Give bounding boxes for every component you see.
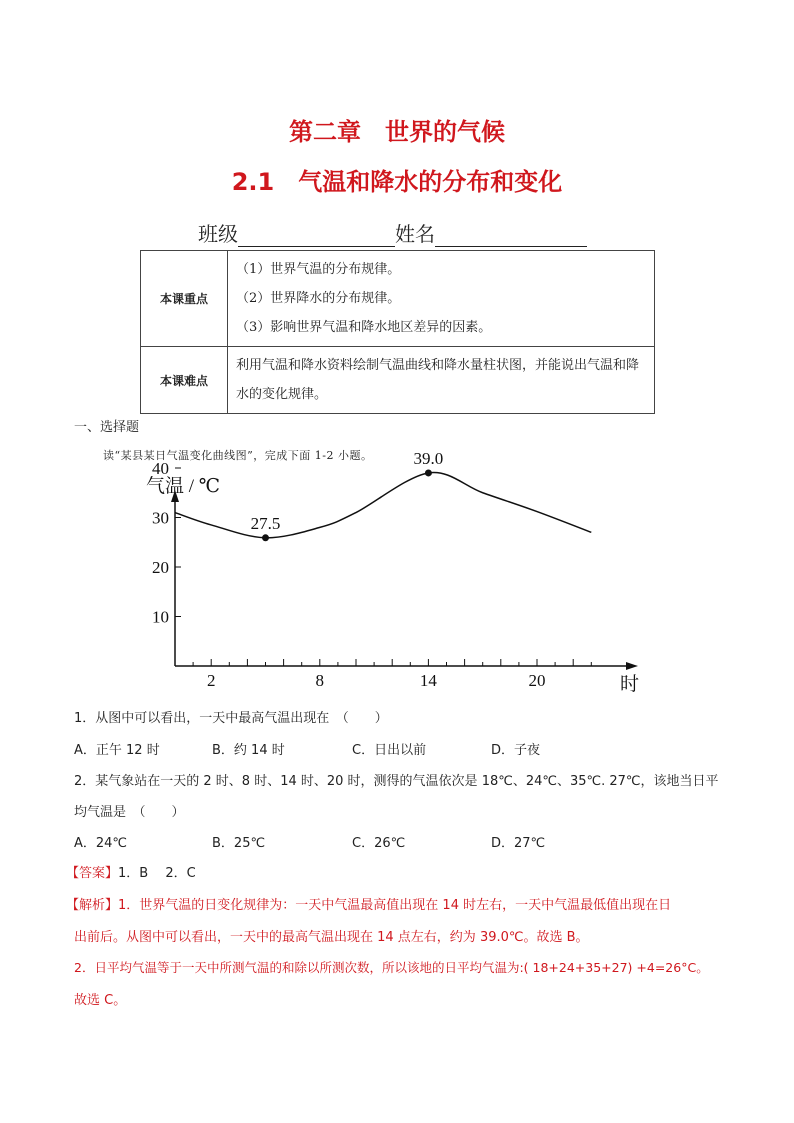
- analysis-tag: 【解析】: [66, 898, 119, 913]
- intro-text: 读“某县某日气温变化曲线图”，完成下面 1-2 小题。: [103, 449, 373, 462]
- difficult-points-text: 利用气温和降水资料绘制气温曲线和降水量柱状图，并能说出气温和降水的变化规律。: [228, 347, 655, 414]
- key-point-2: （2）世界降水的分布规律。: [236, 291, 401, 306]
- name-label: 姓名: [395, 222, 435, 246]
- x-tick-label: 8: [315, 671, 325, 690]
- name-row: [198, 218, 587, 247]
- key-points-label: 本课重点: [141, 251, 228, 347]
- answer-tag: 【答案】: [66, 866, 119, 881]
- q2-option-c[interactable]: C．26℃: [352, 836, 406, 851]
- y-tick-label: 10: [152, 607, 169, 627]
- name-blank[interactable]: [435, 224, 587, 247]
- q2-option-a[interactable]: A．24℃: [74, 836, 128, 851]
- analysis-line-2: 出前后。从图中可以看出，一天中的最高气温出现在 14 点左右，约为 39.0℃。故选 B。: [74, 930, 589, 945]
- q1-option-a[interactable]: A．正午 12 时: [74, 743, 160, 758]
- section-title: 一、选择题: [74, 420, 140, 435]
- y-tick-label: 30: [152, 508, 169, 528]
- question-2-stem-line2: 均气温是 （ ）: [74, 805, 185, 820]
- difficult-points-label: 本课难点: [141, 347, 228, 414]
- data-point: [425, 469, 432, 476]
- data-label: 27.5: [250, 513, 281, 533]
- x-tick-label: 20: [528, 671, 546, 690]
- chapter-title: 第二章 世界的气候: [289, 118, 505, 146]
- question-1-stem: 1．从图中可以看出，一天中最高气温出现在 （ ）: [74, 711, 388, 726]
- q1-option-d[interactable]: D．子夜: [491, 743, 541, 758]
- answer-line: [66, 862, 196, 881]
- lesson-info-table: [140, 250, 655, 414]
- q2-option-d[interactable]: D．27℃: [491, 836, 546, 851]
- y-axis-label: 气温 / ℃: [146, 476, 221, 497]
- q2-option-b[interactable]: B．25℃: [212, 836, 266, 851]
- data-point: [262, 534, 269, 541]
- q1-option-c[interactable]: C．日出以前: [352, 743, 427, 758]
- temperature-line: [175, 473, 591, 538]
- analysis-line-4: 故选 C。: [74, 993, 127, 1008]
- analysis-text-1: 1．世界气温的日变化规律为：一天中气温最高值出现在 14 时左右，一天中气温最低值出现在日: [118, 898, 672, 913]
- lesson-title: 2.1 气温和降水的分布和变化: [231, 168, 563, 196]
- analysis-line-1: [66, 894, 671, 913]
- x-tick-label: 14: [419, 671, 437, 690]
- x-axis-arrow: [626, 662, 638, 670]
- key-points-cell: [228, 251, 655, 347]
- question-2-stem-line1: 2．某气象站在一天的 2 时、8 时、14 时、20 时，测得的气温依次是 18℃、24℃、35℃. 27℃，该地当日平: [74, 774, 719, 789]
- key-point-3: （3）影响世界气温和降水地区差异的因素。: [236, 320, 492, 335]
- analysis-line-3: 2．日平均气温等于一天中所测气温的和除以所测次数，所以该地的日平均气温为:( 18+24+35+27) +4=26°C。: [74, 960, 709, 975]
- class-blank[interactable]: [238, 224, 395, 247]
- q1-option-b[interactable]: B．约 14 时: [212, 743, 285, 758]
- key-point-1: （1）世界气温的分布规律。: [236, 262, 401, 277]
- y-tick-label: 20: [152, 558, 169, 577]
- data-label: 39.0: [413, 448, 444, 468]
- y-tick-label: 40: [152, 459, 169, 478]
- x-axis-label: 时: [620, 674, 640, 695]
- class-label: 班级: [198, 222, 238, 246]
- answer-text: 1．B 2．C: [118, 866, 196, 881]
- x-tick-label: 2: [206, 671, 216, 690]
